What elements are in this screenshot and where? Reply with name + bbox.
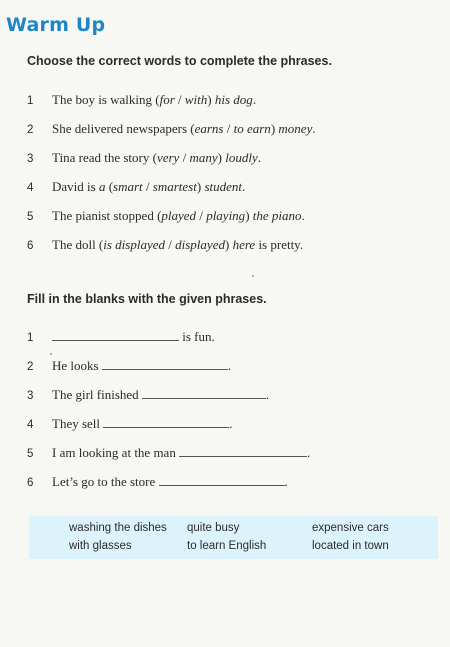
choice-word: the piano: [252, 208, 302, 223]
sentence: [52, 329, 215, 345]
sentence-text: /: [179, 150, 190, 165]
sentence-text: ): [207, 92, 215, 107]
sentence-text: .: [301, 208, 305, 223]
choice-word: his dog: [214, 92, 253, 107]
sentence-text: The pianist stopped (: [52, 208, 162, 223]
sentence: [52, 121, 316, 137]
word-bank-item: with glasses: [69, 540, 132, 552]
choice-word: to earn: [233, 121, 271, 136]
answer-blank[interactable]: [102, 359, 228, 370]
answer-blank[interactable]: [103, 417, 229, 428]
answer-blank[interactable]: [52, 330, 179, 341]
answer-blank[interactable]: [159, 475, 285, 486]
choice-item-4: [27, 179, 245, 197]
choice-word: is displayed: [103, 237, 166, 252]
section1-instruction: Choose the correct words to complete the phrases.: [27, 54, 332, 68]
blank-item-5: [27, 445, 310, 463]
page-title: Warm Up: [6, 14, 106, 36]
sentence-after: .: [284, 474, 288, 489]
paper-speck: [50, 353, 52, 355]
blank-item-2: [27, 358, 231, 376]
word-bank-item: to learn English: [187, 540, 267, 552]
choice-word: loudly: [225, 150, 258, 165]
sentence: [52, 92, 256, 108]
sentence-text: .: [312, 121, 316, 136]
sentence-after: .: [265, 387, 270, 402]
choice-word: very: [156, 150, 180, 165]
sentence-before: They sell: [52, 416, 104, 431]
choice-word: money: [278, 121, 313, 136]
sentence-text: The boy is walking (: [52, 92, 160, 107]
item-number: 4: [27, 182, 34, 194]
sentence-text: /: [174, 92, 185, 107]
sentence-text: ): [224, 237, 233, 252]
item-number: 4: [27, 419, 34, 431]
sentence-after: .: [229, 416, 233, 431]
sentence: [52, 358, 231, 374]
sentence-text: .: [252, 92, 257, 107]
sentence-text: The doll (: [52, 237, 104, 252]
choice-item-3: [27, 150, 261, 168]
sentence-text: /: [142, 179, 153, 194]
sentence: [52, 179, 245, 195]
choice-item-1: [27, 92, 256, 110]
section2-instruction: Fill in the blanks with the given phrases.: [27, 292, 267, 306]
sentence-text: She delivered newspapers (: [52, 121, 195, 136]
sentence: [52, 474, 288, 490]
sentence-text: (: [105, 179, 114, 194]
sentence-text: is pretty.: [255, 237, 304, 252]
word-bank-item: quite busy: [187, 522, 240, 534]
choice-word: earns: [194, 121, 224, 136]
sentence: [52, 208, 305, 224]
item-number: 3: [27, 153, 34, 165]
sentence-text: ): [270, 121, 279, 136]
item-number: 6: [27, 240, 34, 252]
sentence-after: is fun.: [179, 329, 215, 344]
sentence: [52, 150, 261, 166]
item-number: 3: [27, 390, 34, 402]
choice-item-5: [27, 208, 305, 226]
sentence: [52, 237, 303, 253]
blank-item-1: [27, 329, 215, 347]
blank-item-6: [27, 474, 288, 492]
sentence-text: .: [257, 150, 261, 165]
word-bank: [29, 516, 438, 559]
sentence-text: .: [242, 179, 246, 194]
choice-word: smartest: [152, 179, 197, 194]
item-number: 2: [27, 124, 34, 136]
sentence-text: /: [223, 121, 234, 136]
choice-word: with: [184, 92, 208, 107]
answer-blank[interactable]: [179, 446, 307, 457]
choice-item-6: [27, 237, 303, 255]
choice-word: played: [161, 208, 197, 223]
choice-word: playing: [206, 208, 246, 223]
choice-item-2: [27, 121, 316, 139]
blank-item-3: [27, 387, 269, 405]
sentence-text: /: [165, 237, 176, 252]
choice-word: a: [98, 179, 106, 194]
sentence-text: David is: [52, 179, 99, 194]
choice-word: smart: [113, 179, 143, 194]
item-number: 5: [27, 211, 34, 223]
sentence-before: I am looking at the man: [52, 445, 180, 460]
item-number: 2: [27, 361, 34, 373]
choice-word: displayed: [175, 237, 225, 252]
sentence-text: ): [217, 150, 226, 165]
sentence-after: .: [227, 358, 232, 373]
choice-word: student: [204, 179, 243, 194]
sentence: [52, 445, 310, 461]
item-number: 5: [27, 448, 34, 460]
item-number: 1: [27, 95, 34, 107]
sentence-text: ): [196, 179, 205, 194]
sentence-text: /: [196, 208, 207, 223]
choice-word: here: [232, 237, 256, 252]
sentence: [52, 416, 233, 432]
sentence-before: He looks: [52, 358, 102, 373]
word-bank-item: located in town: [312, 540, 389, 552]
sentence-before: Let’s go to the store: [52, 474, 159, 489]
choice-word: many: [189, 150, 218, 165]
paper-speck: [252, 275, 254, 277]
blank-item-4: [27, 416, 233, 434]
sentence-text: Tina read the story (: [52, 150, 157, 165]
item-number: 6: [27, 477, 34, 489]
choice-word: for: [159, 92, 175, 107]
word-bank-item: washing the dishes: [69, 522, 167, 534]
sentence-before: The girl finished: [52, 387, 142, 402]
sentence: [52, 387, 269, 403]
answer-blank[interactable]: [142, 388, 266, 399]
sentence-text: ): [245, 208, 253, 223]
sentence-after: .: [307, 445, 311, 460]
word-bank-item: expensive cars: [312, 522, 389, 534]
item-number: 1: [27, 332, 34, 344]
